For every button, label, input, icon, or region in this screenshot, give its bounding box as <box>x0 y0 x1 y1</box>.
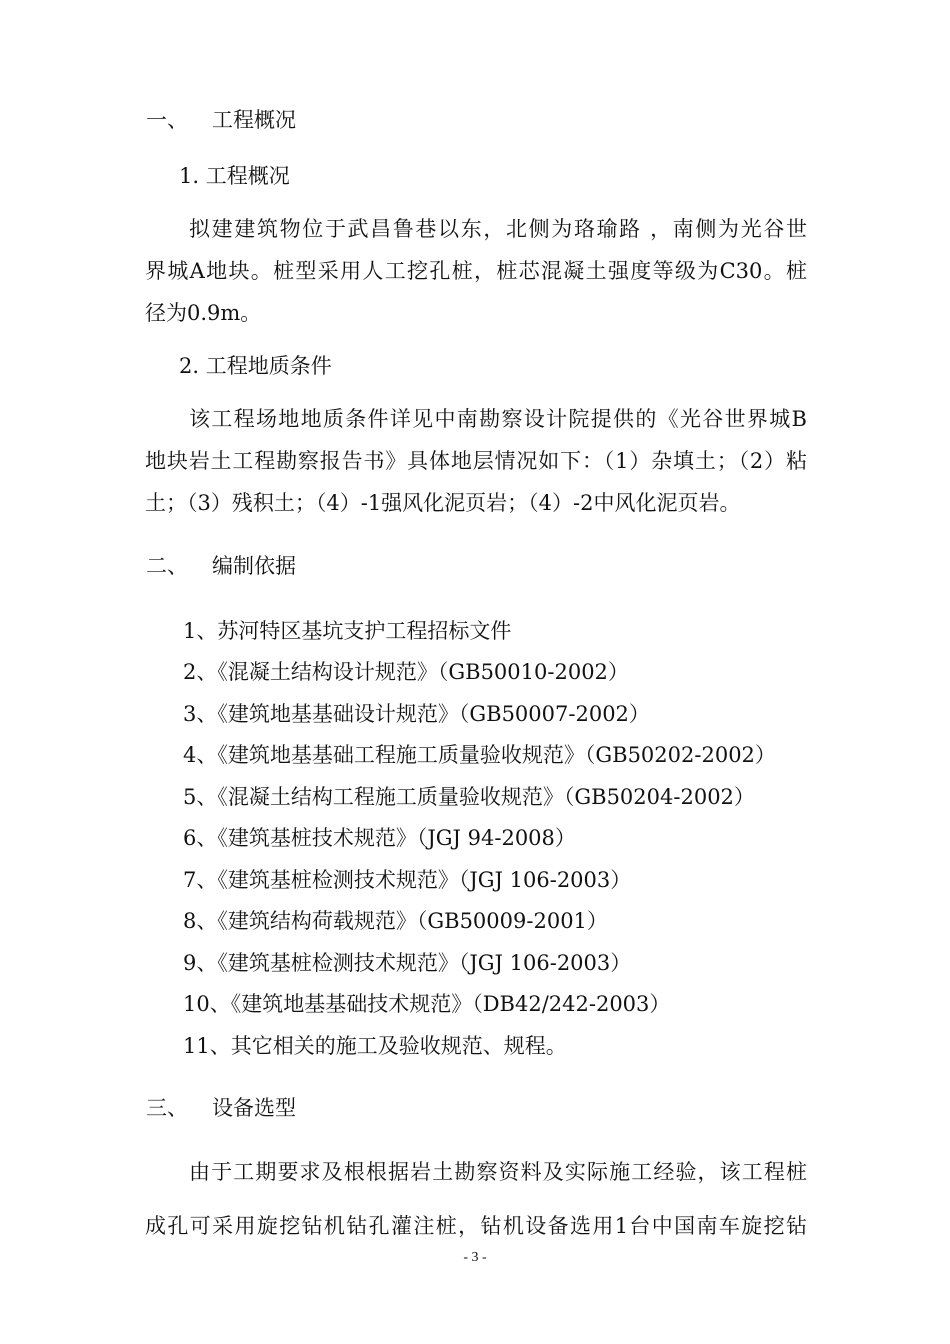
list-item: 8、《建筑结构荷载规范》（GB50009-2001） <box>183 909 608 933</box>
list-item: 9、《建筑基桩检测技术规范》（JGJ 106-2003） <box>183 951 632 975</box>
paragraph-line: 界城A地块。桩型采用人工挖孔桩，桩芯混凝土强度等级为C30。桩 <box>145 259 807 283</box>
paragraph-line: 拟建建筑物位于武昌鲁巷以东，北侧为珞瑜路 ，南侧为光谷世 <box>189 217 807 241</box>
list-item: 5、《混凝土结构工程施工质量验收规范》（GB50204-2002） <box>183 785 755 809</box>
list-item: 3、《建筑地基基础设计规范》（GB50007-2002） <box>183 702 650 726</box>
section-heading-1 <box>0 105 950 135</box>
list-item: 6、《建筑基桩技术规范》（JGJ 94-2008） <box>183 826 576 850</box>
section-heading-2 <box>0 551 950 581</box>
subheading-geology: 2. 工程地质条件 <box>179 354 332 378</box>
section-number: 一、 <box>146 108 188 132</box>
list-item: 10、《建筑地基基础技术规范》（DB42/242-2003） <box>183 992 671 1016</box>
section-number: 三、 <box>146 1096 188 1120</box>
section-heading-3 <box>0 1093 950 1123</box>
paragraph-line: 由于工期要求及根根据岩土勘察资料及实际施工经验，该工程桩 <box>189 1160 807 1184</box>
subheading-overview: 1. 工程概况 <box>179 164 290 188</box>
paragraph-line: 成孔可采用旋挖钻机钻孔灌注桩，钻机设备选用1台中国南车旋挖钻 <box>145 1214 807 1238</box>
page-number: - 3 - <box>463 1250 487 1265</box>
section-title: 设备选型 <box>212 1096 296 1120</box>
list-item: 1、苏河特区基坑支护工程招标文件 <box>183 619 512 643</box>
section-title: 编制依据 <box>212 554 296 578</box>
paragraph-line: 径为0.9m。 <box>145 301 262 325</box>
paragraph-line: 地块岩土工程勘察报告书》具体地层情况如下：（1）杂填土；（2）粘 <box>145 449 807 473</box>
paragraph-line: 土；（3）残积土；（4）-1强风化泥页岩；（4）-2中风化泥页岩。 <box>145 491 741 515</box>
list-item: 7、《建筑基桩检测技术规范》（JGJ 106-2003） <box>183 868 632 892</box>
section-title: 工程概况 <box>212 108 296 132</box>
list-item: 11、其它相关的施工及验收规范、规程。 <box>183 1034 567 1058</box>
section-number: 二、 <box>146 554 188 578</box>
list-item: 4、《建筑地基基础工程施工质量验收规范》（GB50202-2002） <box>183 743 776 767</box>
list-item: 2、《混凝土结构设计规范》（GB50010-2002） <box>183 660 629 684</box>
paragraph-line: 该工程场地地质条件详见中南勘察设计院提供的《光谷世界城B <box>189 407 807 431</box>
